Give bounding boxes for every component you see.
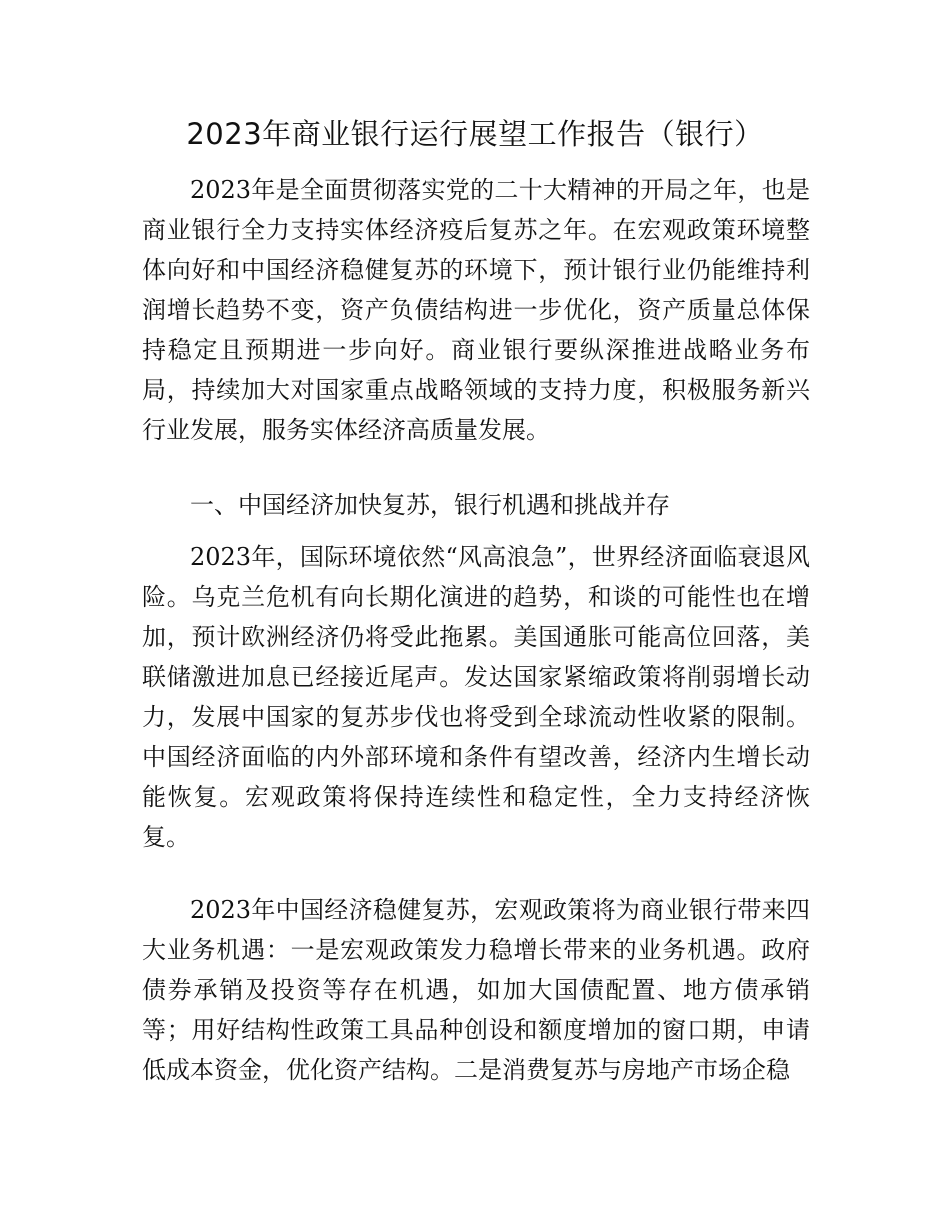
section-heading: 一、中国经济加快复苏，银行机遇和挑战并存 (190, 491, 670, 519)
paragraph-international-environment: 2023年，国际环境依然“风高浪急”，世界经济面临衰退风险。乌克兰危机有向长期化演进的趋势，和谈的可能性也在增加，预计欧洲经济仍将受此拖累。美国通胀可能高位回落，美联储激进加息已经接近尾声。发达国家紧缩政策将削弱增长动力，发展中国家的复苏步伐也将受到全球流动性收紧的限制。中国经济面临的内外部环境和条件有望改善，经济内生增长动能恢复。宏观政策将保持连续性和稳定性，全力支持经济恢复。 (142, 543, 810, 851)
paragraph-intro: 2023年是全面贯彻落实党的二十大精神的开局之年，也是商业银行全力支持实体经济疫后复苏之年。在宏观政策环境整体向好和中国经济稳健复苏的环境下，预计银行业仍能维持利润增长趋势不变，资产负债结构进一步优化，资产质量总体保持稳定且预期进一步向好。商业银行要纵深推进战略业务布局，持续加大对国家重点战略领域的支持力度，积极服务新兴行业发展，服务实体经济高质量发展。 (142, 176, 810, 444)
paragraph-business-opportunities: 2023年中国经济稳健复苏，宏观政策将为商业银行带来四大业务机遇：一是宏观政策发力稳增长带来的业务机遇。政府债券承销及投资等存在机遇，如加大国债配置、地方债承销等；用好结构性政策工具品种创设和额度增加的窗口期，申请低成本资金，优化资产结构。二是消费复苏与房地产市场企稳 (142, 896, 810, 1084)
document-title: 2023年商业银行运行展望工作报告（银行） (186, 117, 764, 151)
